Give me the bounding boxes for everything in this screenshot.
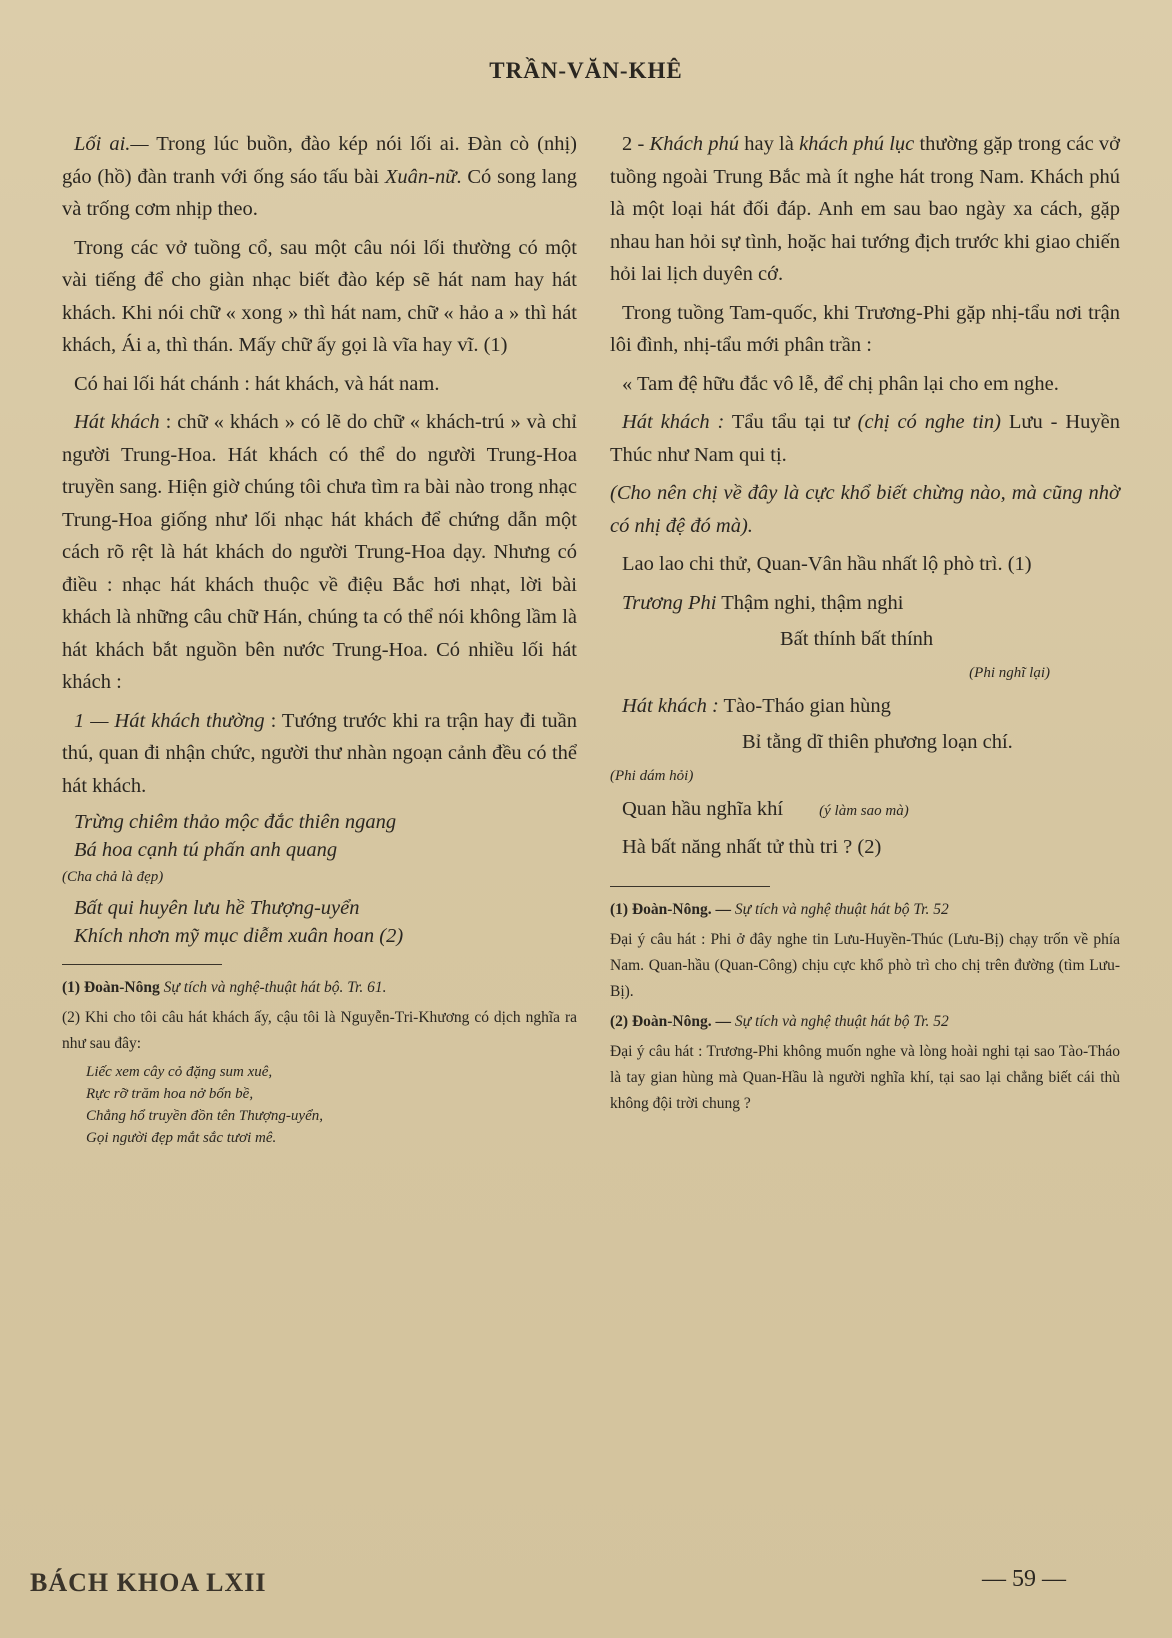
verse-line: Trừng chiêm thảo mộc đắc thiên ngang	[74, 811, 397, 833]
aside-note: (Cha chả là đẹp)	[62, 869, 164, 885]
footnote-verse: Rực rỡ trăm hoa nở bốn bề,	[86, 1086, 254, 1102]
paragraph: (Cho nên chị về đây là cực khổ biết chừng nào, mà cũng nhờ có nhị đệ đó mà).	[610, 482, 1120, 537]
text: Tẩu tẩu tại tư	[724, 411, 858, 433]
text: : Tướng trước khi ra trận hay đi tuần thú, quan đi nhận chức, người thư nhàn ngoạn cảnh đều có thể hát khách.	[62, 709, 578, 797]
dialog-line	[610, 690, 1120, 723]
dialog-line	[610, 793, 1120, 828]
footnote-ref: (2) Đoàn-Nông. —	[610, 1012, 731, 1030]
right-column	[610, 128, 1120, 1121]
footnote: Đại ý câu hát : Trương-Phi không muốn nghe và lòng hoài nghi tại sao Tào-Tháo là tay gian hùng mà Quan-Hầu là người nghĩa khí, tại sao lại chẳng biết cái thù không đội trời chung ?	[610, 1042, 1120, 1112]
paragraph	[62, 128, 577, 226]
text: : chữ « khách » có lẽ do chữ « khách-trú » và chỉ người Trung-Hoa. Hát khách có thể do người Trung-Hoa truyền sang. Hiện giờ chúng tôi chưa tìm ra bài nào trong nhạc Trung-Hoa giống như lối nhạc hát khách để chứng dẫn một cách rõ rệt là hát khách do người Trung-Hoa dạy. Nhưng có điều : nhạc hát khách thuộc về điệu Bắc hơi nhạt, lời bài khách là những câu chữ Hán, chúng ta có thể nói không lầm là hát khách bắt nguồn bên nước Trung-Hoa. Có nhiều lối hát khách :	[62, 411, 577, 693]
aside-note: (Phi nghĩ lại)	[969, 664, 1050, 681]
term: Hát khách :	[622, 411, 725, 433]
paragraph: « Tam đệ hữu đắc vô lễ, để chị phân lại cho em nghe.	[622, 372, 1059, 395]
aside-note: (Phi dám hỏi)	[610, 767, 694, 784]
text: . Có song lang và trống cơm nhịp theo.	[62, 165, 577, 220]
footnote-divider	[610, 886, 770, 887]
term: khách phú lục	[799, 133, 915, 155]
text: Thậm nghi, thậm nghi	[716, 591, 904, 614]
footnote-text: Sự tích và nghệ-thuật hát bộ. Tr. 61.	[159, 979, 387, 996]
dialog-line	[610, 587, 1120, 620]
paragraph: Trong các vở tuồng cổ, sau một câu nói lối thường có một vài tiếng để cho giàn nhạc biết đào kép sẽ hát nam hay hát khách. Khi nói chữ « xong » thì hát nam, chữ « hảo a » thì hát khách, Ái a, thì thán. Mấy chữ ấy gọi là vĩa hay vĩ. (1)	[62, 236, 577, 356]
paragraph: Có hai lối hát chánh : hát khách, và hát nam.	[74, 372, 440, 395]
term: Hát khách	[74, 411, 160, 433]
dialog-line: Bất thính bất thính	[780, 628, 934, 650]
paragraph	[62, 705, 577, 803]
text: 1 —	[74, 709, 115, 732]
footnote	[610, 897, 1120, 923]
footnote-text: Sự tích và nghệ thuật hát bộ Tr. 52	[731, 1012, 949, 1030]
text: hay là	[739, 133, 800, 155]
footnote-ref: (1) Đoàn-Nông	[62, 979, 160, 996]
paragraph: Lao lao chi thử, Quan-Vân hầu nhất lộ phò trì. (1)	[622, 553, 1032, 575]
verse-line: Bá hoa cạnh tú phấn anh quang	[74, 839, 338, 861]
page-header: TRẦN-VĂN-KHÊ	[489, 58, 683, 83]
footnote: (2) Khi cho tôi câu hát khách ấy, cậu tôi là Nguyễn-Tri-Khương có dịch nghĩa ra như sau đây:	[62, 1009, 577, 1052]
footnote-ref: (1) Đoàn-Nông. —	[610, 900, 731, 918]
term: Lối ai.—	[74, 133, 149, 155]
aside: (chị có nghe tin)	[857, 411, 1001, 433]
aside: (ý làm sao mà)	[819, 802, 909, 819]
paragraph	[610, 406, 1120, 471]
speaker: Trương Phi	[622, 591, 717, 614]
verse-line: Khích nhơn mỹ mục diễm xuân hoan (2)	[74, 925, 404, 947]
paragraph	[62, 406, 577, 699]
text: Trong lúc buồn, đào kép nói lối ai. Đàn cò (nhị) gáo (hồ) đàn tranh với ống sáo tấu bài	[62, 133, 577, 188]
footnote-verse: Liếc xem cây cỏ đặng sum xuê,	[86, 1064, 273, 1080]
paragraph: Trong tuồng Tam-quốc, khi Trương-Phi gặp nhị-tẩu nơi trận lôi đình, nhị-tẩu mới phân trần :	[610, 301, 1120, 356]
text: thường gặp trong các vở tuồng ngoài Trung Bắc mà ít nghe hát trong Nam. Khách phú là một loại hát đối đáp. Anh em sau bao ngày xa cách, gặp nhau han hỏi sự tình, hoặc hai tướng địch trước khi giao chiến hỏi lai lịch duyên cớ.	[610, 133, 1120, 285]
footnote	[62, 975, 577, 1001]
footnote	[610, 1009, 1120, 1035]
verse-line: Bất qui huyên lưu hề Thượng-uyển	[74, 897, 360, 919]
text: Quan hầu nghĩa khí	[622, 797, 784, 820]
speaker: Hát khách :	[622, 694, 719, 717]
footnote-text: Sự tích và nghệ thuật hát bộ Tr. 52	[731, 900, 949, 918]
footnote-verse: Chẳng hổ truyền đồn tên Thượng-uyển,	[86, 1108, 323, 1124]
dialog-line: Bỉ tằng dĩ thiên phương loạn chí.	[742, 731, 1013, 753]
footnote-verse: Gọi người đẹp mắt sắc tươi mê.	[86, 1130, 277, 1146]
term: Hát khách thường	[114, 709, 265, 732]
text: Tào-Tháo gian hùng	[718, 694, 891, 717]
text: 2 -	[622, 133, 650, 155]
footnote: Đại ý câu hát : Phi ở đây nghe tin Lưu-Huyền-Thúc (Lưu-Bị) chạy trốn về phía Nam. Quan-hầu (Quan-Công) chịu cực khổ phò trì cho chị trên đường (tìm Lưu-Bị).	[610, 930, 1120, 1000]
term: Xuân-nữ	[384, 165, 457, 188]
magazine-footer: BÁCH KHOA LXII	[30, 1568, 267, 1597]
page-number: — 59 —	[982, 1566, 1066, 1592]
paragraph	[610, 128, 1120, 291]
left-column	[62, 128, 577, 1149]
text: Lưu - Huyền Thúc như Nam qui tị.	[610, 411, 1120, 466]
term: Khách phú	[649, 133, 740, 155]
dialog-line: Hà bất năng nhất tử thù tri ? (2)	[622, 836, 882, 858]
footnote-divider	[62, 964, 222, 965]
